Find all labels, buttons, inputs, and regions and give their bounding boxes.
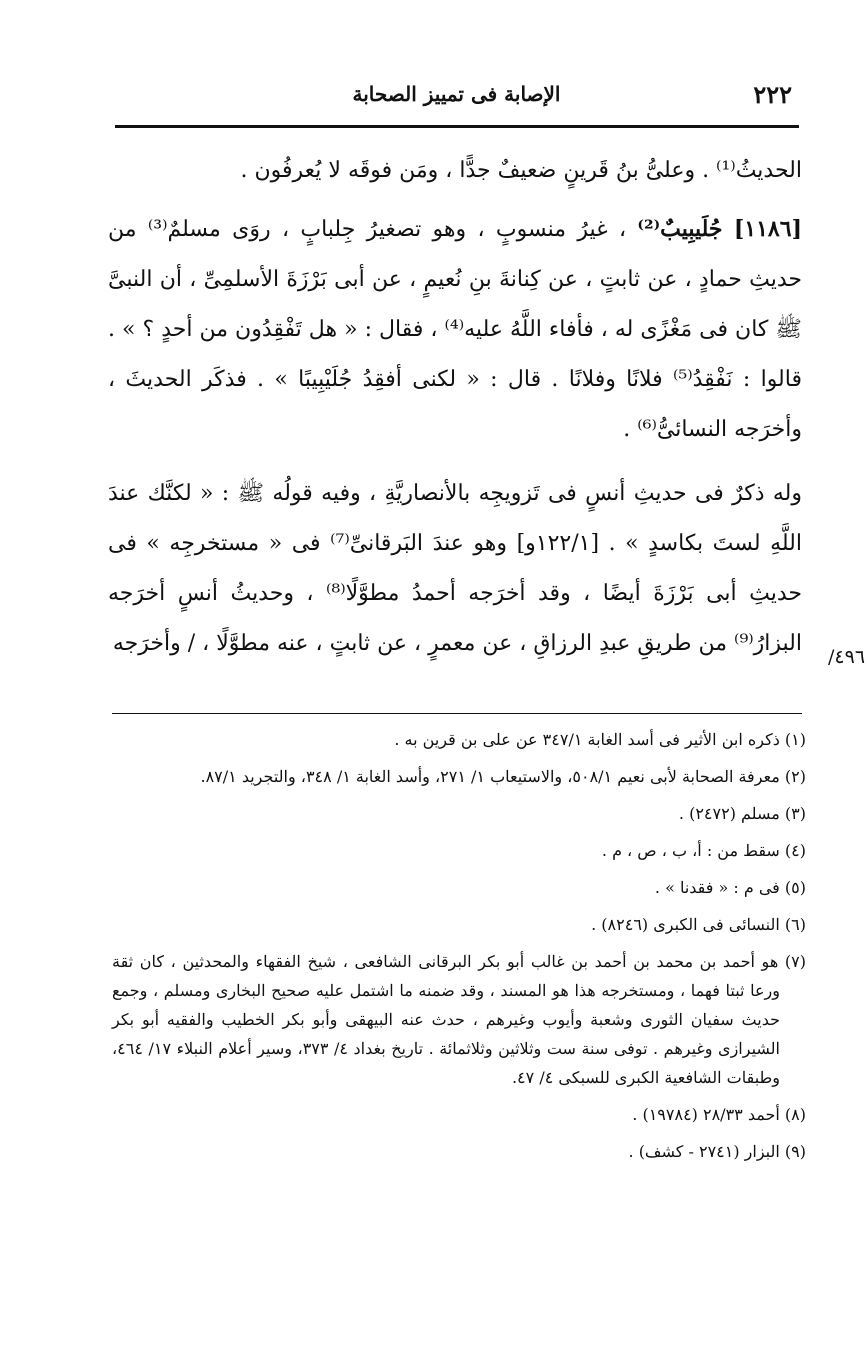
footnote-4: (٤) سقط من : أ، ب ، ص ، م . <box>601 841 806 860</box>
header-rule <box>115 125 799 128</box>
footnotes-rule <box>112 713 802 714</box>
footnote-9: (٩) البزار (٢٧٤١ - كشف) . <box>628 1142 806 1161</box>
footnote-8: (٨) أحمد ٢٨/٣٣ (١٩٧٨٤) . <box>632 1105 806 1124</box>
entry-name: جُلَيبِيبٌ⁽²⁾ <box>637 216 723 242</box>
footnote-6: (٦) النسائى فى الكبرى (٨٢٤٦) . <box>591 915 806 934</box>
footnote-7: (٧) هو أحمد بن محمد بن أحمد بن غالب أبو بكر البرقانى الشافعى ، شيخ الفقهاء والمحدثين ، كان ثقة ورعا ثبتا فهما ، ومستخرجه هذا هو المسند ، وقد ضمنه ما اشتمل عليه صحيح البخارى ومسلم ، وجمع حديث سفيان الثورى وشعبة وأيوب وغيرهم ، حدث عنه البيهقى وأبو بكر الخطيب والفقيه أبو بكر الشيرازى وغيرهم . توفى سنة ست وثلاثين وثلاثمائة . تاريخ بغداد ٤/ ٣٧٣، وسير أعلام النبلاء ١٧/ ٤٦٤، وطبقات الشافعية الكبرى للسبكى ٤/ ٤٧. <box>112 952 806 1087</box>
paragraph-anas: وله ذكرٌ فى حديثِ أنسٍ فى تَزويجِه بالأنصاريَّةِ ، وفيه قولُه ﷺ : « لكنَّك عندَ اللَّهِ لستَ بكاسدٍ » . [١٢٢/١و] وهو عندَ البَرقانىِّ⁽⁷⁾ فى « مستخرجِه » فى حديثِ أبى بَرْزَةَ أيضًا ، وقد أخرَجه أحمدُ مطوَّلًا⁽⁸⁾ ، وحديثُ أنسٍ أخرَجه البزارُ⁽⁹⁾ من طريقِ عبدِ الرزاقِ ، عن معمرٍ ، عن ثابتٍ ، عنه مطوَّلًا ، / وأخرَجه <box>108 481 802 656</box>
footnote-3: (٣) مسلم (٢٤٧٢) . <box>678 804 806 823</box>
footnotes <box>112 725 806 1174</box>
footnote-5: (٥) فى م : « فقدنا » . <box>654 878 806 897</box>
running-title: الإصابة فى تمييز الصحابة <box>352 82 561 106</box>
footnote-2: (٢) معرفة الصحابة لأبى نعيم ٥٠٨/١، والاستيعاب ١/ ٢٧١، وأسد الغابة ١/ ٣٤٨، والتجريد ٨٧/١. <box>200 767 806 786</box>
margin-folio-note: ٤٩٦/ <box>828 646 866 668</box>
page-number: ٢٢٢ <box>753 80 792 109</box>
footnote-1: (١) ذكره ابن الأثير فى أسد الغابة ٣٤٧/١ عن على بن قرين به . <box>394 730 806 749</box>
paragraph-continuation: الحديثُ⁽¹⁾ . وعلىُّ بنُ قَرينٍ ضعيفٌ جدًّا ، ومَن فوقَه لا يُعرفُون . <box>240 158 802 183</box>
entry-paragraph <box>108 204 802 455</box>
page-header <box>115 76 798 116</box>
entry-number: [١١٨٦] <box>733 216 802 242</box>
main-text <box>108 146 802 669</box>
entry-text: ، غيرُ منسوبٍ ، وهو تصغيرُ جِلبابٍ ، روَى مسلمٌ⁽³⁾ من حديثِ حمادٍ ، عن ثابتٍ ، عن كِنانةَ بنِ نُعيمٍ ، عن أبى بَرْزَةَ الأسلمِىِّ ، أن النبىَّ ﷺ كان فى مَغْزًى له ، فأفاء اللَّهُ عليه⁽⁴⁾ ، فقال : « هل تَفْقِدُون من أحدٍ ؟ » . قالوا : نَفْقِدُ⁽⁵⁾ فلانًا وفلانًا . قال : « لكنى أفقِدُ جُلَيْبِيبًا » . فذكَر الحديثَ ، وأخرَجه النسائىُّ⁽⁶⁾ . <box>108 217 802 442</box>
